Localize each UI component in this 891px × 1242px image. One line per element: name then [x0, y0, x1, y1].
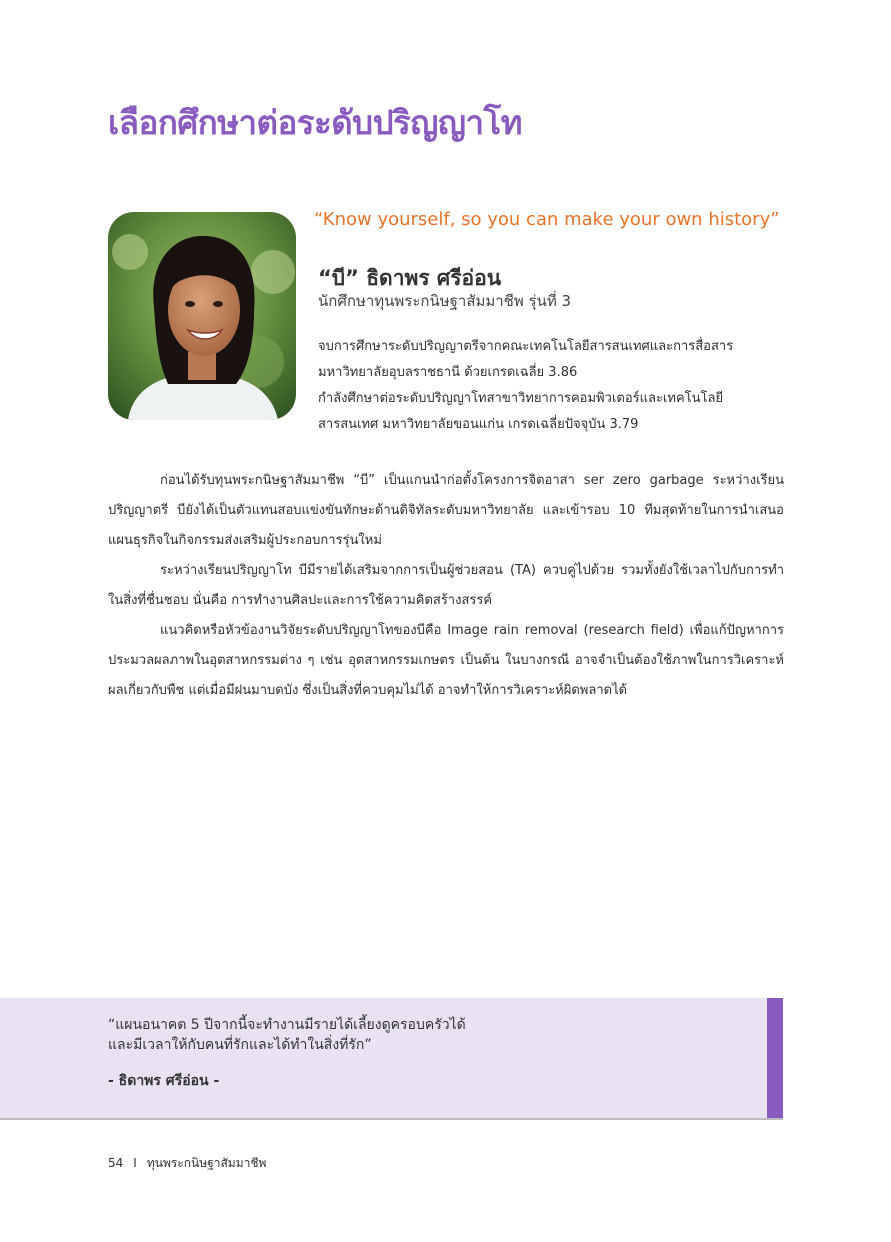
body-paragraph: แนวคิดหรือหัวข้องานวิจัยระดับปริญญาโทของบีคือ Image rain removal (research field) เพื่อแก้ปัญหาการประมวลผลภาพในอุตสาหกรรมต่าง ๆ เช่น อุตสาหกรรมเกษตร เป็นต้น ในบางกรณี อาจจำเป็นต้องใช้ภาพในการวิเคราะห์ผลเกี่ยวกับพืช แต่เมื่อมีฝนมาบดบัง ซึ่งเป็นสิ่งที่ควบคุมไม่ได้ อาจทำให้การวิเคราะห์ผิดพลาดได้ [108, 623, 784, 698]
education-details [318, 334, 788, 438]
article-body [108, 466, 784, 706]
callout-line: และมีเวลาให้กับคนที่รักและได้ทำในสิ่งที่รัก” [108, 1037, 372, 1053]
page-title: เลือกศึกษาต่อระดับปริญญาโท [108, 103, 523, 142]
education-line: มหาวิทยาลัยอุบลราชธานี ด้วยเกรดเฉลี่ย 3.86 [318, 365, 578, 380]
education-line: สารสนเทศ มหาวิทยาลัยขอนแก่น เกรดเฉลี่ยปัจจุบัน 3.79 [318, 417, 639, 432]
body-paragraph: ก่อนได้รับทุนพระกนิษฐาสัมมาชีพ “บี” เป็นแกนนำก่อตั้งโครงการจิตอาสา ser zero garbage ระหว่างเรียนปริญญาตรี บียังได้เป็นตัวแทนสอบแข่งขันทักษะด้านดิจิทัลระดับมหาวิทยาลัย และเข้ารอบ 10 ทีมสุดท้ายในการนำเสนอแผนธุรกิจในกิจกรรมส่งเสริมผู้ประกอบการรุ่นใหม่ [108, 473, 784, 548]
education-line: กำลังศึกษาต่อระดับปริญญาโทสาขาวิทยาการคอมพิวเตอร์และเทคโนโลยี [318, 391, 724, 406]
callout-signature: - ธิดาพร ศรีอ่อน - [108, 1073, 220, 1089]
callout-box [0, 998, 783, 1120]
callout-accent-bar [767, 998, 783, 1118]
footer-separator: I [133, 1156, 137, 1170]
profile-quote: “Know yourself, so you can make your own history” [314, 209, 780, 230]
page-footer [108, 1154, 266, 1173]
profile-photo [108, 212, 296, 420]
page-number: 54 [108, 1156, 124, 1170]
education-line: จบการศึกษาระดับปริญญาตรีจากคณะเทคโนโลยีสารสนเทศและการสื่อสาร [318, 339, 734, 354]
profile-name: “บี” ธิดาพร ศรีอ่อน [318, 266, 502, 290]
publication-name: ทุนพระกนิษฐาสัมมาชีพ [146, 1156, 267, 1170]
profile-role: นักศึกษาทุนพระกนิษฐาสัมมาชีพ รุ่นที่ 3 [318, 292, 572, 310]
body-paragraph: ระหว่างเรียนปริญญาโท บีมีรายได้เสริมจากการเป็นผู้ช่วยสอน (TA) ควบคู่ไปด้วย รวมทั้งยังใช้เวลาไปกับการทำในสิ่งที่ชื่นชอบ นั่นคือ การทำงานศิลปะและการใช้ความคิดสร้างสรรค์ [108, 563, 784, 608]
callout-line: “แผนอนาคต 5 ปีจากนี้จะทำงานมีรายได้เลี้ยงดูครอบครัวได้ [108, 1017, 466, 1033]
